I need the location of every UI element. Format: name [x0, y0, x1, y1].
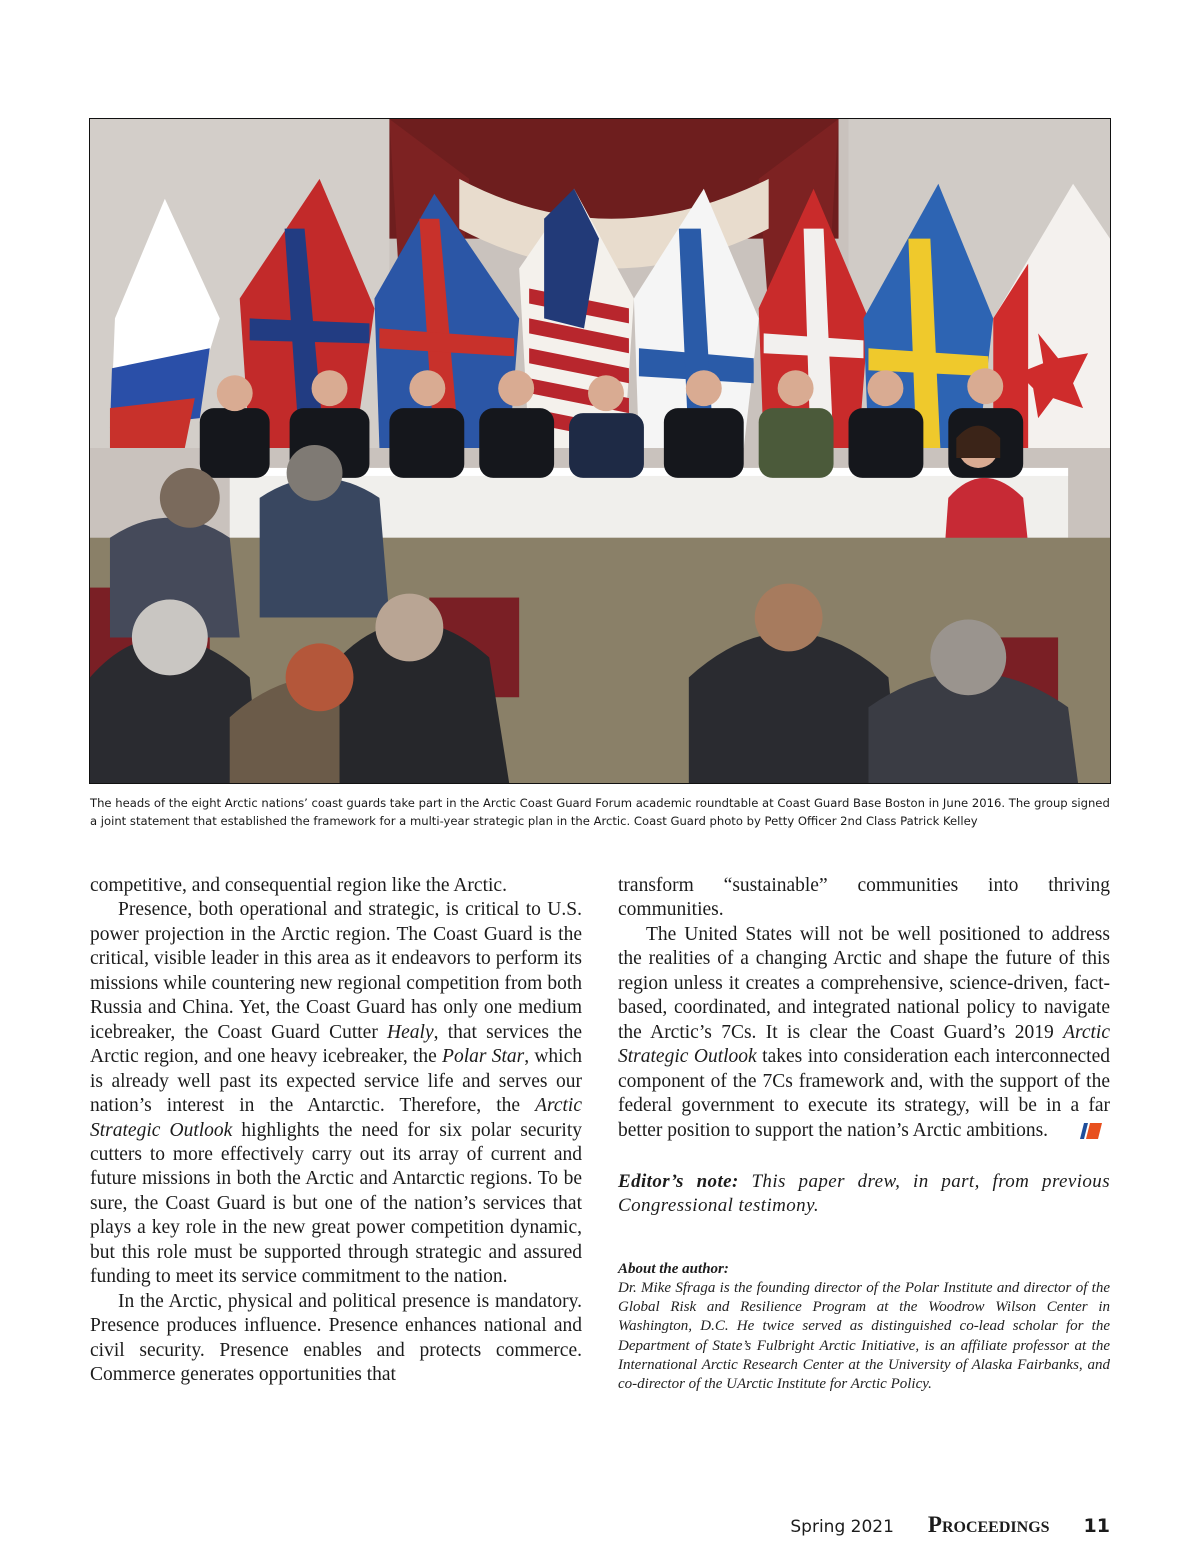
issue-date: Spring 2021 — [790, 1517, 894, 1537]
paragraph: Presence, both operational and strategic, is critical to U.S. power projection in the Arctic region. The Coast Guard is the critical, visible leader in this area as it endeavors to perform its missions while countering new regional competition from both Russia and China. Yet, the Coast Guard has only one medium icebreaker, the Coast Guard Cutter Healy, that services the Arctic region, and one heavy icebreaker, the Polar Star, which is already well past its expected service life and serves our nation’s interest in the Antarctic. Therefore, the Arctic Strategic Outlook highlights the need for six polar security cutters to more effectively carry out its array of current and future missions in both the Arctic and Antarctic regions. To be sure, the Coast Guard is but one of the nation’s services that plays a key role in the new great power competition dynamic, but this role must be supported through strategic and assured funding to meet its service commitment to the nation. — [90, 899, 582, 1288]
page-number: 11 — [1083, 1515, 1110, 1537]
paragraph: transform “sustainable” communities into thriving communities. — [618, 875, 1110, 921]
ship-name: Healy — [387, 1021, 434, 1043]
page-footer — [790, 1512, 1110, 1542]
right-column — [618, 874, 1110, 1394]
about-author-heading: About the author: — [618, 1260, 729, 1277]
ship-name: Polar Star — [442, 1046, 525, 1068]
end-mark-icon — [1052, 1122, 1102, 1146]
paragraph: The United States will not be well positioned to address the realities of a changing Arctic and shape the future of this region unless it creates a comprehensive, science-driven, fact-based, coordinated, and integrated national policy to navigate the Arctic’s 7Cs. It is clear the Coast Guard’s 2019 Arctic Strategic Outlook takes into consideration each interconnected component of the 7Cs framework and, with the support of the federal government to execute its strategy, will be in a far better position to support the nation’s Arctic ambitions. — [618, 923, 1110, 1146]
document-title: Arctic Strategic Outlook — [618, 1021, 1110, 1068]
left-column — [90, 874, 582, 1388]
paragraph: In the Arctic, physical and political presence is mandatory. Presence produces influence. Presence enhances national and civil security. Presence enables and protects commerce. Commerce generates opportunities that — [90, 1290, 582, 1386]
paragraph: competitive, and consequential region like the Arctic. — [90, 875, 507, 896]
article-photo — [89, 118, 1111, 784]
roundtable-photo-illustration — [90, 119, 1110, 783]
magazine-title: Proceedings — [927, 1512, 1050, 1537]
photo-caption: The heads of the eight Arctic nations’ coast guards take part in the Arctic Coast Guard Forum academic roundtable at Coast Guard Base Boston in June 2016. The group signed a joint statement that established the framework for a multi-year strategic plan in the Arctic. Coast Guard photo by Petty Officer 2nd Class Patrick Kelley — [90, 796, 1110, 828]
document-title: Arctic Strategic Outlook — [90, 1095, 582, 1141]
editors-note: Editor’s note: This paper drew, in part, from previous Congressional testimony. — [618, 1170, 1110, 1217]
about-author-text: Dr. Mike Sfraga is the founding director of the Polar Institute and director of the Global Risk and Resilience Program at the Woodrow Wilson Center in Washington, D.C. He twice served as distinguished co-lead scholar for the Department of State’s Fulbright Arctic Initiative, is an affiliate professor at the International Arctic Research Center at the University of Alaska Fairbanks, and co-director of the UArctic Institute for Arctic Policy. — [618, 1279, 1110, 1392]
